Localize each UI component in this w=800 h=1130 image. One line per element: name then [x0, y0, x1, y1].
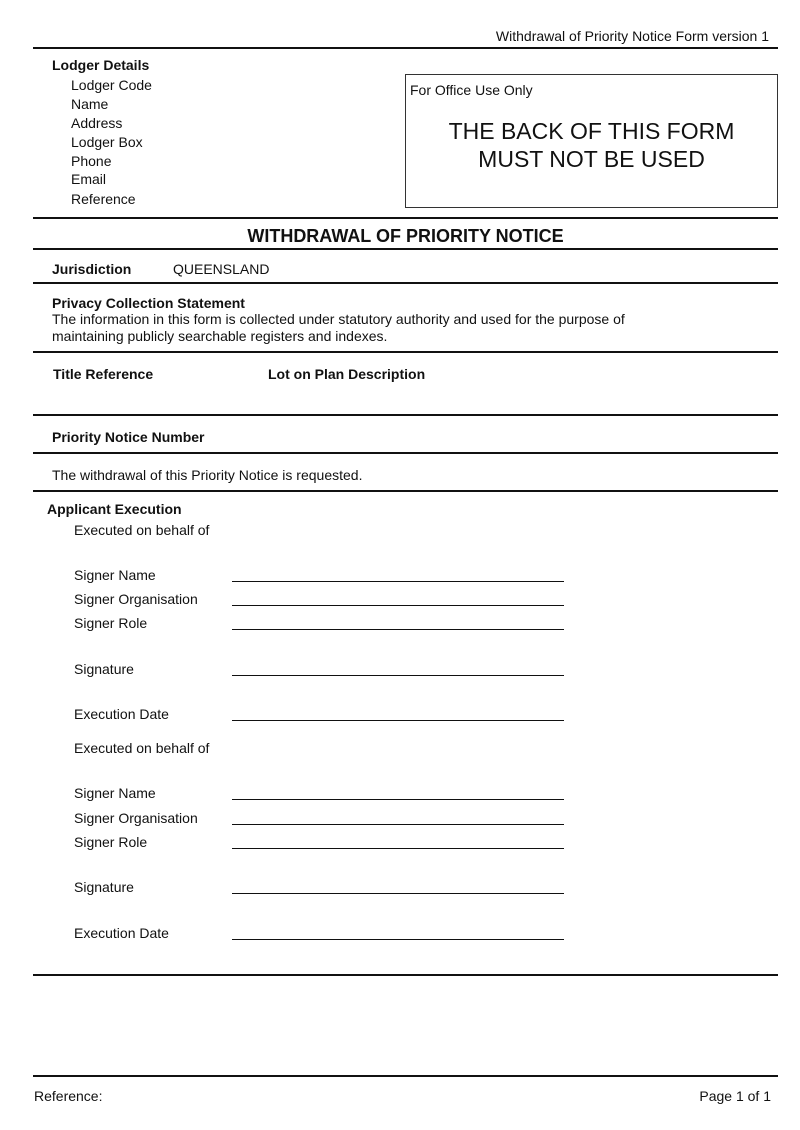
- signer-role-label: Signer Role: [74, 834, 148, 850]
- signer-organisation-label: Signer Organisation: [74, 591, 198, 607]
- office-warning: [406, 117, 777, 173]
- execution-date-line[interactable]: [232, 720, 564, 721]
- privacy-heading: Privacy Collection Statement: [52, 295, 245, 311]
- office-use-label: For Office Use Only: [410, 82, 533, 98]
- signer-role-label: Signer Role: [74, 615, 148, 631]
- request-statement: The withdrawal of this Priority Notice is requested.: [52, 467, 363, 483]
- signer-organisation-line[interactable]: [232, 824, 564, 825]
- section-divider: [33, 248, 778, 250]
- signer-name-line[interactable]: [232, 799, 564, 800]
- lodger-name-label: Name: [71, 96, 109, 112]
- lodger-reference-label: Reference: [71, 191, 136, 207]
- privacy-text-line-2: maintaining publicly searchable registers and indexes.: [52, 328, 388, 344]
- section-divider: [33, 490, 778, 492]
- section-divider: [33, 282, 778, 284]
- jurisdiction-label: Jurisdiction: [52, 261, 132, 277]
- signer-organisation-line[interactable]: [232, 605, 564, 606]
- section-divider: [33, 351, 778, 353]
- section-divider: [33, 452, 778, 454]
- signer-name-label: Signer Name: [74, 567, 156, 583]
- office-warning-line-1: THE BACK OF THIS FORM: [448, 118, 735, 144]
- form-title: WITHDRAWAL OF PRIORITY NOTICE: [247, 226, 564, 246]
- applicant-execution-heading: Applicant Execution: [47, 501, 182, 517]
- office-use-box: [405, 74, 778, 208]
- section-divider: [33, 414, 778, 416]
- header-divider: [33, 47, 778, 49]
- priority-notice-number-label: Priority Notice Number: [52, 429, 205, 445]
- execution-date-line[interactable]: [232, 939, 564, 940]
- signer-organisation-label: Signer Organisation: [74, 810, 198, 826]
- page-number: Page 1 of 1: [699, 1088, 771, 1104]
- office-warning-line-2: MUST NOT BE USED: [478, 146, 705, 172]
- footer-reference-label: Reference:: [34, 1088, 103, 1104]
- execution-date-label: Execution Date: [74, 706, 169, 722]
- signer-role-line[interactable]: [232, 629, 564, 630]
- executed-on-behalf-label: Executed on behalf of: [74, 522, 210, 538]
- lodger-details-heading: Lodger Details: [52, 57, 150, 73]
- lodger-email-label: Email: [71, 171, 107, 187]
- lodger-phone-label: Phone: [71, 153, 112, 169]
- title-reference-label: Title Reference: [53, 366, 154, 382]
- lodger-box-label: Lodger Box: [71, 134, 143, 150]
- execution-date-label: Execution Date: [74, 925, 169, 941]
- signature-line[interactable]: [232, 675, 564, 676]
- lot-on-plan-label: Lot on Plan Description: [268, 366, 426, 382]
- signer-name-line[interactable]: [232, 581, 564, 582]
- signature-line[interactable]: [232, 893, 564, 894]
- signature-label: Signature: [74, 661, 134, 677]
- section-divider: [33, 217, 778, 219]
- form-version-text: Withdrawal of Priority Notice Form version 1: [495, 28, 769, 44]
- section-divider: [33, 974, 778, 976]
- footer-divider: [33, 1075, 778, 1077]
- signer-role-line[interactable]: [232, 848, 564, 849]
- lodger-code-label: Lodger Code: [71, 77, 152, 93]
- jurisdiction-value: QUEENSLAND: [173, 261, 270, 277]
- privacy-text-line-1: The information in this form is collected under statutory authority and used for the purpose of: [52, 311, 625, 327]
- signature-label: Signature: [74, 879, 134, 895]
- lodger-address-label: Address: [71, 115, 123, 131]
- signer-name-label: Signer Name: [74, 785, 156, 801]
- executed-on-behalf-label: Executed on behalf of: [74, 740, 210, 756]
